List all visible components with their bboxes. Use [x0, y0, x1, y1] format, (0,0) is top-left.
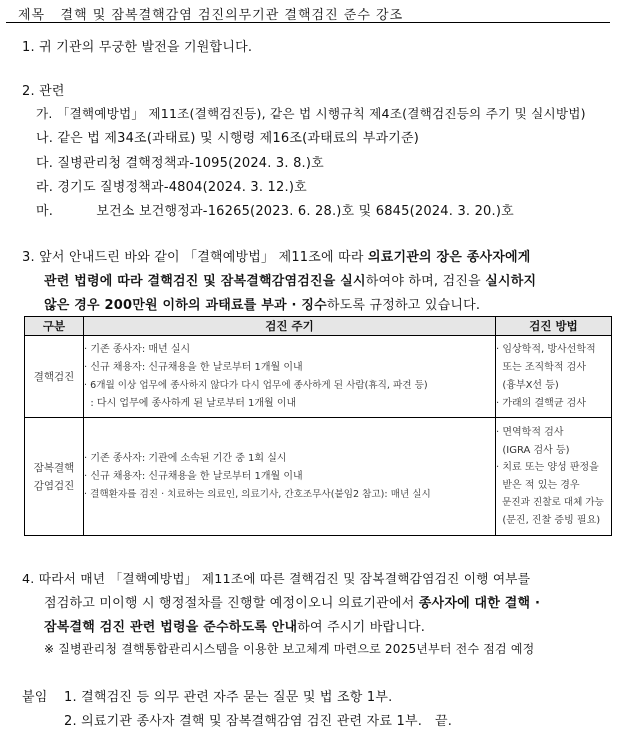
item-4-line-3 [44, 616, 425, 635]
cycle-line: · 결핵환자를 검진 · 치료하는 의료인, 의료기사, 간호조무사(붙임2 참고): 매년 실시 [84, 488, 431, 500]
method-line: (문진, 진찰 증빙 필요) [496, 514, 601, 526]
method-line: · 가래의 결핵균 검사 [496, 397, 586, 409]
item-3-emphasis: 않은 경우 200만원 이하의 과태료를 부과 · 징수 [44, 298, 327, 313]
title-text: 결핵 및 잠복결핵감염 검진의무기관 결핵검진 준수 강조 [60, 8, 404, 23]
checkup-table [24, 316, 612, 536]
cycle-cell [84, 418, 496, 536]
reference-ga: 가. 「결핵예방법」 제11조(결핵검진등), 같은 법 시행규칙 제4조(결핵검진등의 주기 및 실시방법) [36, 106, 586, 121]
item-3-emphasis: 실시하지 [485, 274, 537, 289]
row-label-ltbi [25, 418, 84, 536]
item-3-text: 하도록 규정하고 있습니다. [326, 298, 481, 313]
cycle-line: · 기존 종사자: 기관에 소속된 기간 중 1회 실시 [84, 452, 287, 464]
table-row [25, 418, 612, 536]
cycle-line: · 기존 종사자: 매년 실시 [84, 343, 191, 355]
reference-ma: 마. 보건소 보건행정과-16265(2023. 6. 28.)호 및 6845(2024. 3. 20.)호 [36, 204, 514, 219]
item-2-heading: 2. 관련 [22, 84, 65, 99]
subject-line [6, 4, 610, 23]
row-label-line: 감염검진 [33, 479, 75, 492]
method-line: (흉부X선 등) [496, 379, 559, 391]
cycle-cell [84, 336, 496, 418]
item-4-emphasis: 종사자에 대한 결핵 · [418, 596, 541, 611]
item-4-line-2 [44, 592, 540, 611]
method-line: 받은 적 있는 경우 [496, 479, 580, 491]
cycle-line: · 신규 채용자: 신규채용을 한 날로부터 1개월 이내 [84, 361, 303, 373]
method-line: 문진과 진찰로 대체 가능 [496, 497, 604, 508]
row-label-line: 결핵검진 [33, 370, 75, 383]
method-line: (IGRA 검사 등) [496, 444, 570, 456]
header-cycle: 검진 주기 [84, 317, 496, 336]
table-row [25, 336, 612, 418]
reference-ra: 라. 경기도 질병정책과-4804(2024. 3. 12.)호 [36, 180, 307, 195]
header-category: 구분 [25, 317, 84, 336]
cycle-line: · 신규 채용자: 신규채용을 한 날로부터 1개월 이내 [84, 470, 303, 482]
item-3-text: 3. 앞서 안내드린 바와 같이 「결핵예방법」 제11조에 따라 [22, 250, 368, 265]
title-label: 제목 [18, 8, 46, 23]
reference-da: 다. 질병관리청 결핵정책과-1095(2024. 3. 8.)호 [36, 156, 324, 171]
item-3-emphasis: 의료기관의 장은 종사자에게 [367, 250, 531, 265]
item-3-line-3 [44, 294, 480, 313]
method-line: · 면역학적 검사 [496, 427, 564, 438]
table-header-row [25, 317, 612, 336]
cycle-line: : 다시 업무에 종사하게 된 날로부터 1개월 이내 [84, 397, 297, 409]
document-title [18, 4, 403, 23]
method-line: · 임상학적, 방사선학적 [496, 343, 596, 355]
item-3-text: 하여야 하며, 검진을 [365, 274, 486, 289]
header-method: 검진 방법 [496, 317, 612, 336]
item-4-text: 하여 주시기 바랍니다. [297, 620, 426, 635]
method-line: · 치료 또는 양성 판정을 [496, 462, 599, 473]
item-4-line-1: 4. 따라서 매년 「결핵예방법」 제11조에 따른 결핵검진 및 잠복결핵감염검진 이행 여부를 [22, 571, 531, 586]
reference-na: 나. 같은 법 제34조(과태료) 및 시행령 제16조(과태료의 부과기준) [36, 131, 420, 146]
row-label-tb [25, 336, 84, 418]
item-1: 1. 귀 기관의 무궁한 발전을 기원합니다. [22, 40, 253, 55]
attachments-label: 붙임 [22, 690, 48, 705]
item-3-emphasis: 관련 법령에 따라 결핵검진 및 잠복결핵감염검진을 실시 [44, 274, 366, 289]
item-3-line-2 [44, 270, 536, 289]
method-cell [496, 418, 612, 536]
row-label-line: 잠복결핵 [33, 461, 75, 474]
item-4-text: 점검하고 미이행 시 행정절차를 진행할 예정이오니 의료기관에서 [44, 596, 419, 611]
item-3-line-1 [22, 246, 531, 265]
method-line: 또는 조직학적 검사 [496, 361, 586, 373]
item-4-note: ※ 질병관리청 결핵통합관리시스템을 이용한 보고체계 마련으로 2025년부터 전수 점검 예정 [44, 642, 535, 656]
attachment-item: 1. 결핵검진 등 의무 관련 자주 묻는 질문 및 법 조항 1부. [64, 690, 393, 705]
item-4-emphasis: 잠복결핵 검진 관련 법령을 준수하도록 안내 [44, 620, 298, 635]
method-cell [496, 336, 612, 418]
cycle-line: · 6개월 이상 업무에 종사하지 않다가 다시 업무에 종사하게 된 사람(휴직, 파견 등) [84, 379, 428, 391]
attachment-item: 2. 의료기관 종사자 결핵 및 잠복결핵감염 검진 관련 자료 1부. 끝. [64, 714, 453, 729]
